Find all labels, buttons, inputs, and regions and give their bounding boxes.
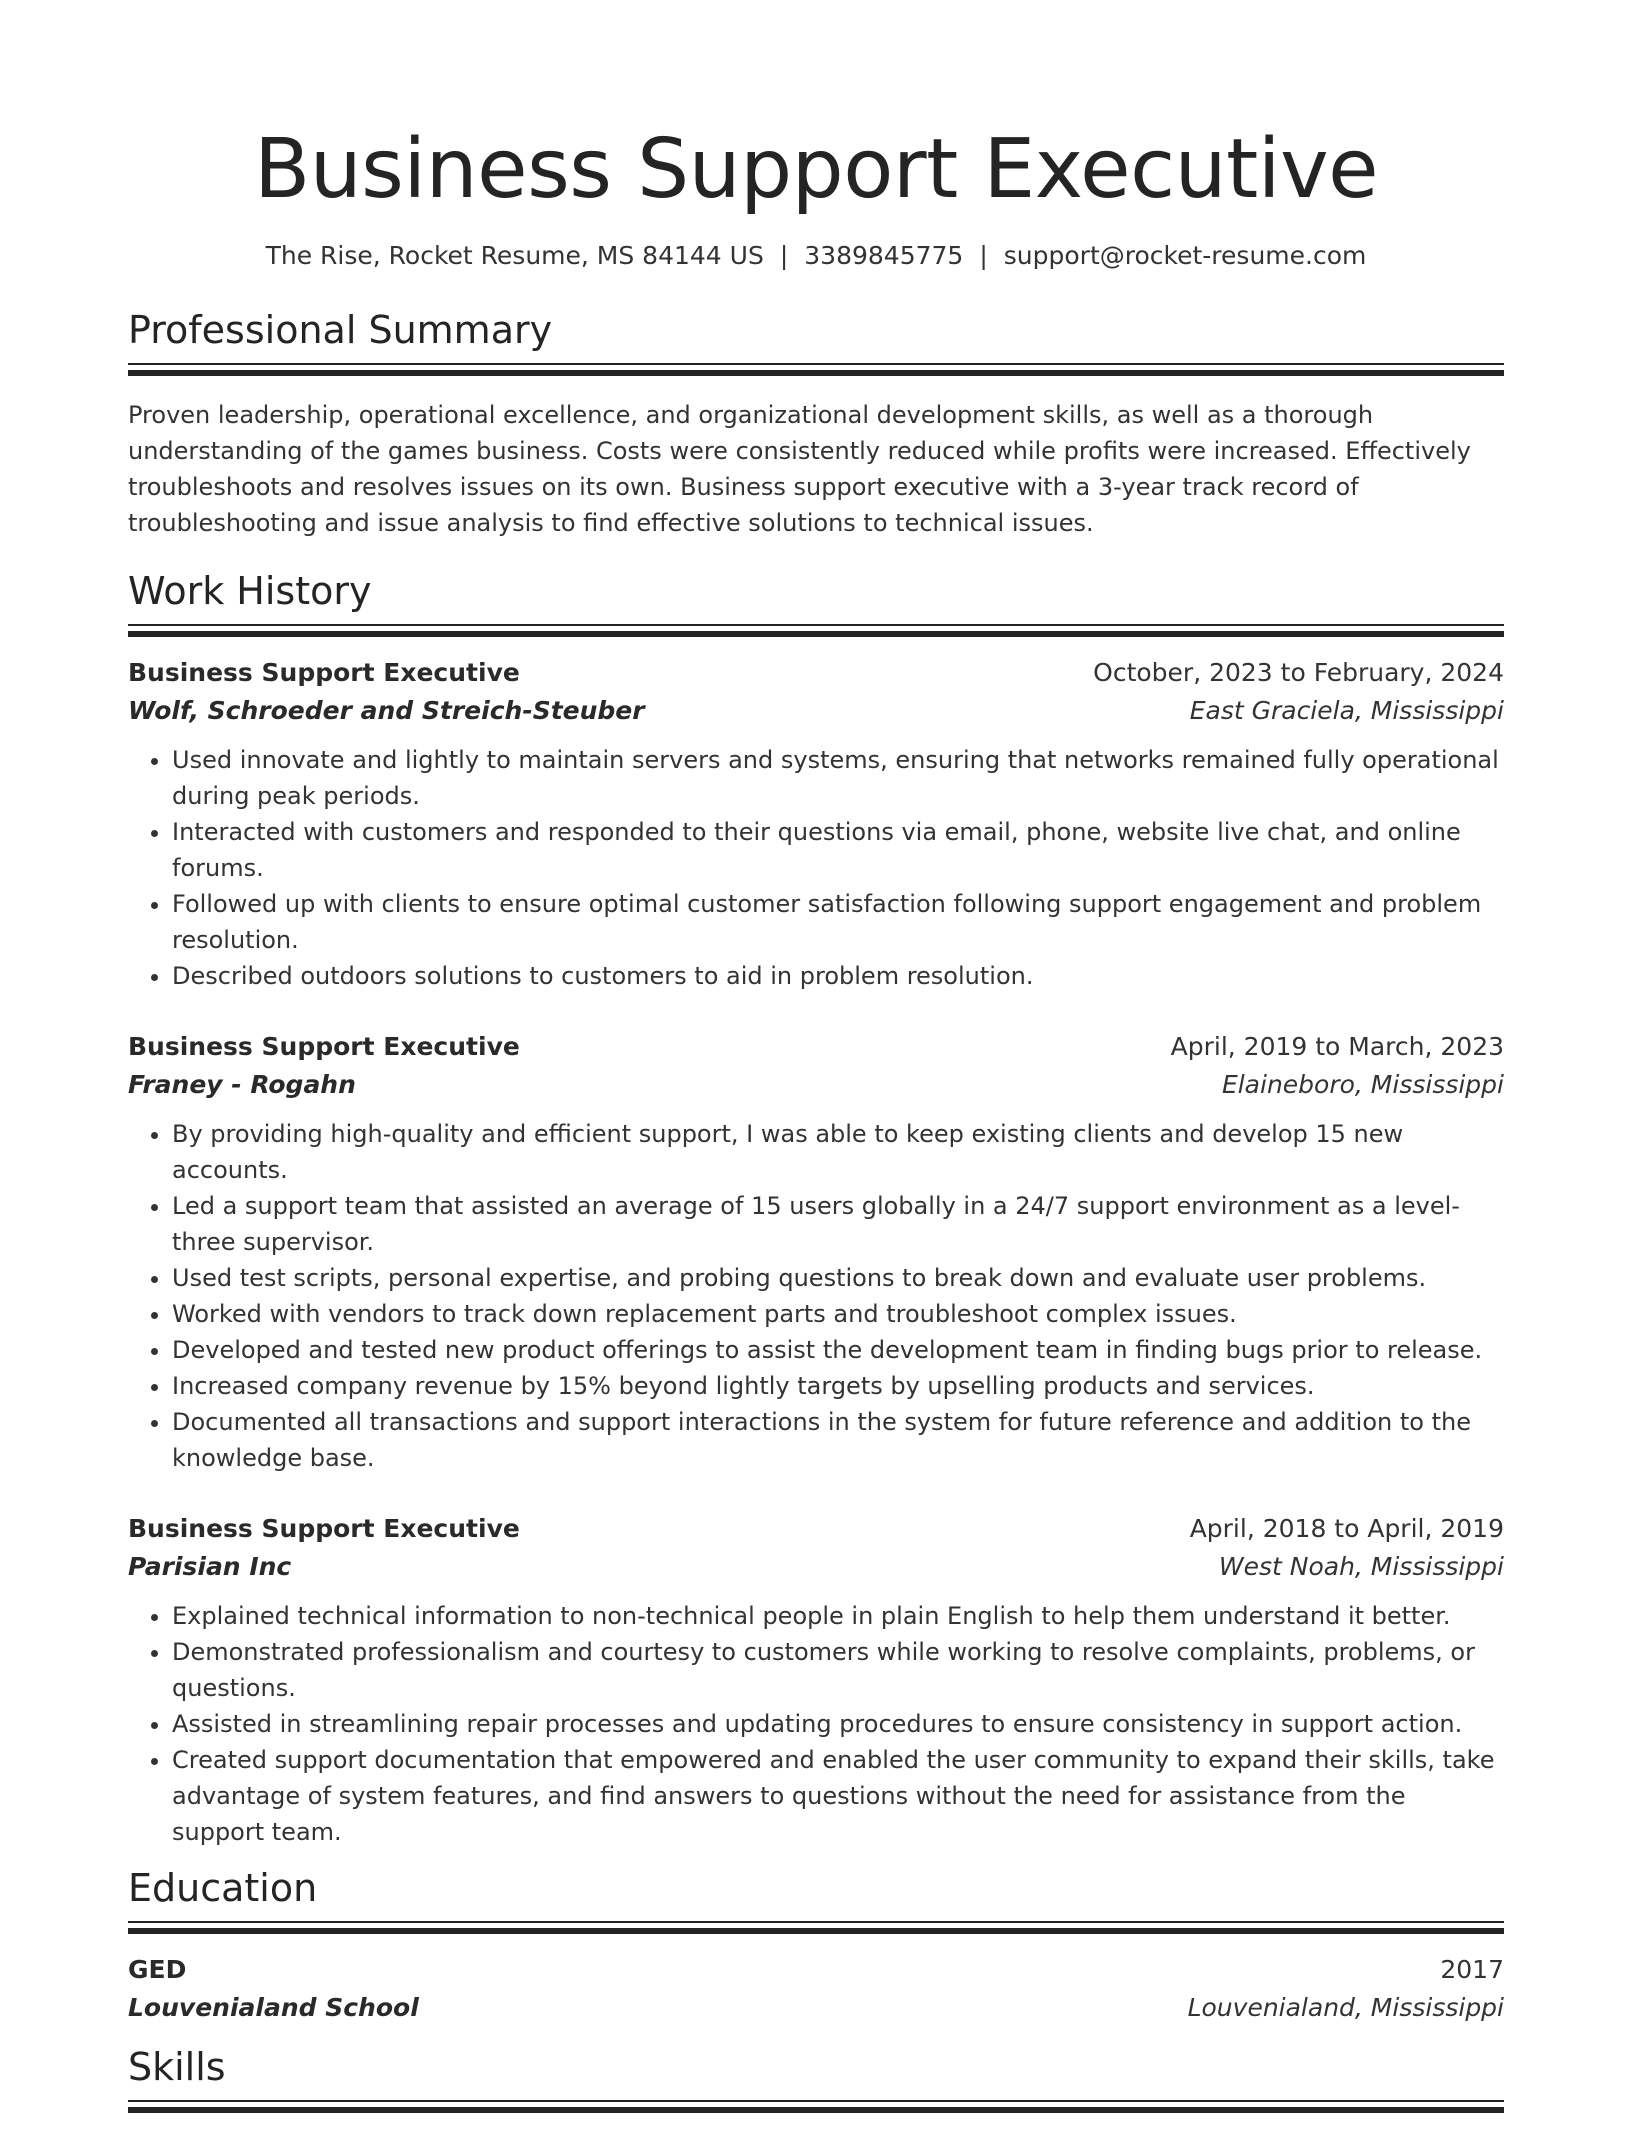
contact-separator: |	[779, 241, 789, 270]
job-header-row	[128, 1510, 1504, 1548]
job-bullet: • Worked with vendors to track down replacement parts and troubleshoot complex issues.	[172, 1296, 1504, 1332]
education-location: Louvenialand, Mississippi	[1187, 1993, 1504, 2022]
education-school: Louvenialand School	[128, 1993, 419, 2022]
job-bullet: • Explained technical information to non-technical people in plain English to help them understand it better.	[172, 1598, 1504, 1634]
job-bullet: • Used innovate and lightly to maintain servers and systems, ensuring that networks remained fully operational during peak periods.	[172, 742, 1504, 814]
job-header-row	[128, 1028, 1504, 1066]
education-header-row	[128, 1951, 1504, 1989]
job-company-row	[128, 692, 1504, 730]
education-school-row	[128, 1989, 1504, 2027]
work-history-heading: Work History	[128, 569, 372, 613]
contact-separator: |	[979, 241, 988, 270]
job-bullet: • Followed up with clients to ensure optimal customer satisfaction following support engagement and problem resolution.	[172, 886, 1504, 958]
contact-email: support@rocket-resume.com	[1003, 241, 1367, 270]
job-header-row	[128, 654, 1504, 692]
job-bullets	[128, 1598, 1504, 1850]
education-heading: Education	[128, 1866, 318, 1910]
section-divider	[128, 624, 1504, 638]
section-divider	[128, 1921, 1504, 1935]
skills-heading: Skills	[128, 2045, 226, 2089]
job-title: Business Support Executive	[128, 1032, 520, 1061]
job-location: East Graciela, Mississippi	[1189, 696, 1504, 725]
education-section	[128, 1864, 1504, 2027]
job-title: Business Support Executive	[128, 658, 520, 687]
skills-section	[128, 2043, 1504, 2114]
job-bullet: • Demonstrated professionalism and courtesy to customers while working to resolve complaints, problems, or questions.	[172, 1634, 1504, 1706]
job-bullet: • By providing high-quality and efficient support, I was able to keep existing clients and develop 15 new accounts.	[172, 1116, 1504, 1188]
education-year: 2017	[1440, 1955, 1504, 1984]
job-company: Parisian Inc	[128, 1552, 292, 1581]
contact-line	[128, 238, 1504, 274]
job-bullets	[128, 742, 1504, 994]
job-bullet: • Assisted in streamlining repair processes and updating procedures to ensure consistency in support action.	[172, 1706, 1504, 1742]
job-company-row	[128, 1548, 1504, 1586]
contact-phone: 3389845775	[804, 241, 964, 270]
job-bullet: • Increased company revenue by 15% beyond lightly targets by upselling products and services.	[172, 1368, 1504, 1404]
resume-page	[128, 0, 1504, 2134]
contact-address: The Rise, Rocket Resume, MS 84144 US	[265, 241, 764, 270]
job-entry	[128, 654, 1504, 994]
job-bullet: • Described outdoors solutions to customers to aid in problem resolution.	[172, 958, 1504, 994]
job-company: Wolf, Schroeder and Streich-Steuber	[128, 696, 645, 725]
work-history-section	[128, 567, 1504, 1850]
job-bullets	[128, 1116, 1504, 1476]
job-title: Business Support Executive	[128, 1514, 520, 1543]
job-dates: October, 2023 to February, 2024	[1093, 658, 1504, 687]
job-bullet: • Developed and tested new product offerings to assist the development team in finding bugs prior to release.	[172, 1332, 1504, 1368]
job-location: West Noah, Mississippi	[1218, 1552, 1504, 1581]
job-company-row	[128, 1066, 1504, 1104]
summary-heading: Professional Summary	[128, 308, 553, 352]
job-bullet: • Used test scripts, personal expertise, and probing questions to break down and evaluate user problems.	[172, 1260, 1504, 1296]
job-dates: April, 2018 to April, 2019	[1189, 1514, 1504, 1543]
job-bullet: • Interacted with customers and responded to their questions via email, phone, website live chat, and online forums.	[172, 814, 1504, 886]
resume-name: Business Support Executive	[253, 122, 1379, 217]
job-bullet: • Led a support team that assisted an average of 15 users globally in a 24/7 support environment as a level-three supervisor.	[172, 1188, 1504, 1260]
job-bullet: • Documented all transactions and support interactions in the system for future reference and addition to the knowledge base.	[172, 1404, 1504, 1476]
job-dates: April, 2019 to March, 2023	[1170, 1032, 1504, 1061]
job-bullet: • Created support documentation that empowered and enabled the user community to expand their skills, take advantage of system features, and find answers to questions without the need for assistance from the support team.	[172, 1742, 1504, 1850]
job-company: Franey - Rogahn	[128, 1070, 356, 1099]
job-location: Elaineboro, Mississippi	[1221, 1070, 1504, 1099]
job-entry	[128, 1510, 1504, 1850]
job-entry	[128, 1028, 1504, 1476]
education-degree: GED	[128, 1955, 187, 1984]
section-divider	[128, 363, 1504, 377]
summary-section	[128, 306, 1504, 541]
summary-text: Proven leadership, operational excellence, and organizational development skills, as well as a thorough understanding of the games business. Costs were consistently reduced while profits were increased. Effectively troubleshoots and resolves issues on its own. Business support executive with a 3-year track record of troubleshooting and issue analysis to find effective solutions to technical issues.	[128, 401, 1471, 537]
